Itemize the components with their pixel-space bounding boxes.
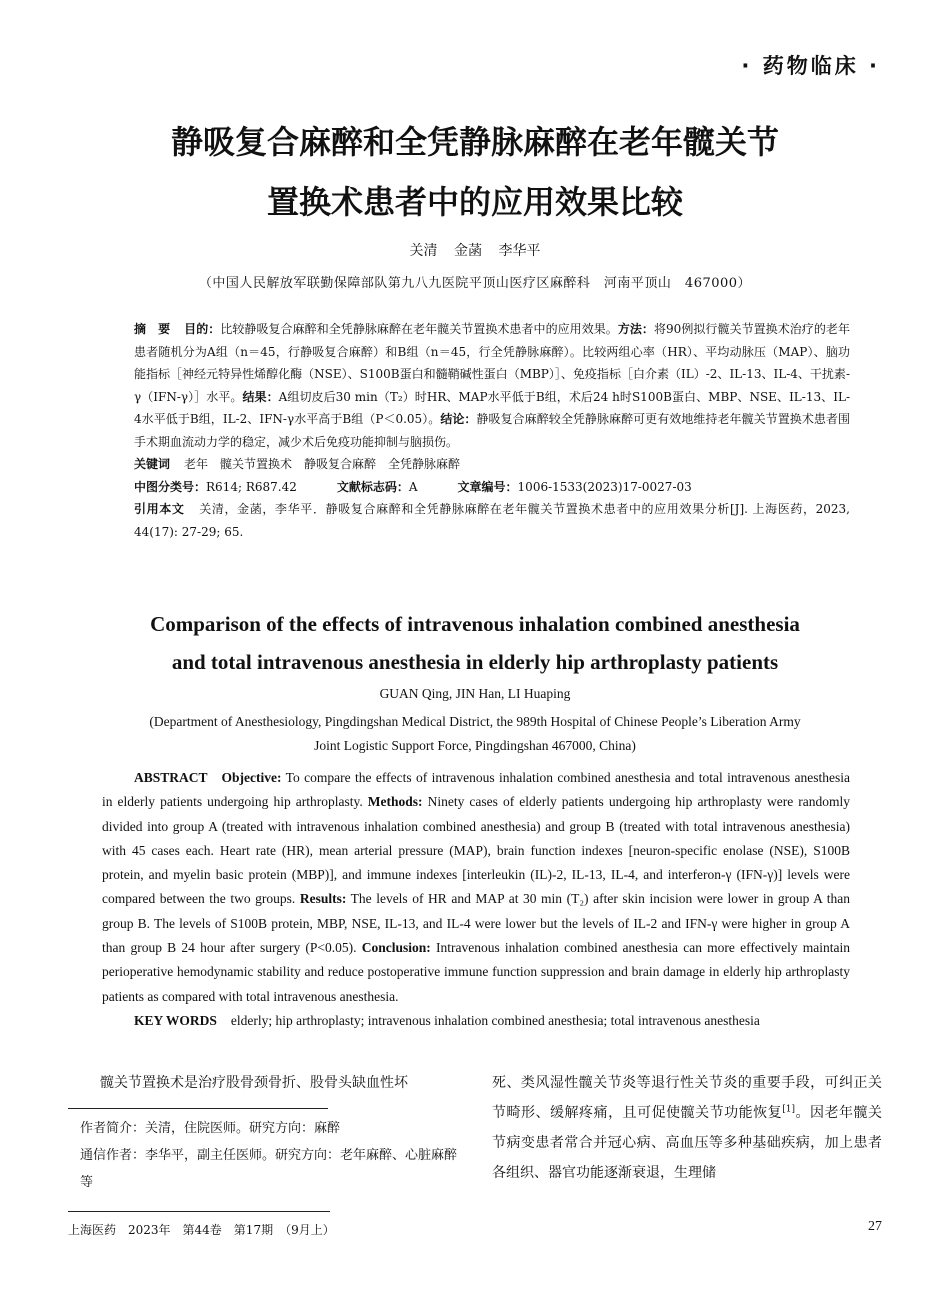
body-right-text-cont: 。因老年髋关节病变患者常合并冠心病、高血压等多种基础疾病，加上患者各组织、器官功能逐渐衰退，生理储	[492, 1105, 883, 1181]
english-objective: To compare the effects of intravenous inhalation combined anesthesia and total intravenous anesthesia in elderly patients undergoing hip arthroplasty.	[102, 770, 850, 810]
english-affiliation-line-1: (Department of Anesthesiology, Pingdingshan Medical District, the 989th Hospital of Chinese People’s Liberation Army	[149, 714, 801, 729]
section-tag: · 药物临床 ·	[741, 54, 880, 78]
chinese-title	[0, 112, 950, 232]
correspondence-note: 通信作者：李华平，副主任医师。研究方向：老年麻醉、心脏麻醉等	[80, 1148, 458, 1190]
body-column-left	[68, 1068, 462, 1196]
page-number: 27	[868, 1219, 882, 1234]
english-methods: Ninety cases of elderly patients undergoing hip arthroplasty were randomly divided into group A (treated with intravenous inhalation combined anesthesia) and group B (treated with total intravenous anesthesia) with 45 cases each. Heart rate (HR), mean arterial pressure (MAP), brain function indexes [neuron-specific enolase (NSE), S100B protein, and myelin basic protein (MBP)], and immune indexes [interleukin (IL)-2, IL-13, IL-4, and interferon-γ (IFN-γ)] levels were compared between the two groups.	[102, 794, 851, 907]
english-title	[0, 605, 950, 681]
citation-row	[102, 498, 850, 543]
english-keywords-row	[102, 1009, 850, 1033]
chinese-authors: 关清 金菡 李华平	[409, 243, 541, 259]
cite-text: 关清，金菡，李华平．静吸复合麻醉和全凭静脉麻醉在老年髋关节置换术患者中的应用效果分析[J]. 上海医药，2023, 44(17): 27-29; 65.	[134, 502, 850, 539]
reference-marker[interactable]: [1]	[782, 1104, 795, 1115]
chinese-conclusion: 静吸复合麻醉较全凭静脉麻醉可更有效地维持老年髋关节置换术患者围手术期血流动力学的稳定，减少术后免疫功能抑制与脑损伤。	[134, 412, 850, 449]
chinese-keywords: 老年 髋关节置换术 静吸复合麻醉 全凭静脉麻醉	[184, 457, 461, 471]
english-objective-label: Objective:	[221, 770, 282, 785]
doc-code-label: 文献标志码：	[336, 479, 409, 494]
english-methods-label: Methods:	[367, 794, 423, 810]
english-keywords: elderly; hip arthroplasty; intravenous inhalation combined anesthesia; total intravenous anesthesia	[230, 1012, 760, 1028]
doc-code-value: A	[408, 479, 418, 494]
body-left-paragraph: 髋关节置换术是治疗股骨颈骨折、股骨头缺血性坏	[100, 1075, 408, 1091]
journal-footer: 上海医药 2023年 第44卷 第17期 （9月上）	[68, 1223, 335, 1237]
chinese-abstract	[102, 318, 850, 543]
english-keywords-label: KEY WORDS	[134, 1012, 217, 1028]
english-conclusion: Intravenous inhalation combined anesthesia can more effectively maintain perioperative hemodynamic stability and reduce postoperative immune function suppression and brain damage in elderly hip arthroplasty patients as compared with total intravenous anesthesia.	[102, 940, 851, 1004]
footer-divider	[68, 1211, 330, 1212]
english-abstract-body	[102, 766, 850, 1009]
english-title-line-2: and total intravenous anesthesia in elderly hip arthroplasty patients	[171, 650, 779, 674]
body-right-text: 死、类风湿性髋关节炎等退行性关节炎的重要手段，可纠正关节畸形、缓解疼痛，且可促使髋关节功能恢复	[492, 1075, 882, 1121]
english-results: The levels of HR and MAP at 30 min (T₂) after skin incision were lower in group A than group B. The levels of S100B protein, MBP, NSE, IL-13, and IL-4 were lower but the levels of IL-2 and IFN-γ were higher in group A than group B 24 hour after surgery (P<0.05).	[102, 891, 850, 956]
chinese-abstract-body	[102, 318, 850, 453]
chinese-methods-label: 方法：	[617, 322, 654, 336]
english-abstract	[102, 766, 850, 1033]
clc-value: R614; R687.42	[206, 479, 297, 494]
chinese-title-line-2: 置换术患者中的应用效果比较	[266, 183, 683, 221]
chinese-conclusion-label: 结论：	[440, 412, 477, 426]
chinese-objective: 比较静吸复合麻醉和全凭静脉麻醉在老年髋关节置换术患者中的应用效果。	[220, 322, 618, 336]
article-no-value: 1006-1533(2023)17-0027-03	[517, 479, 692, 494]
english-abstract-label: ABSTRACT	[134, 770, 208, 785]
english-affiliation-line-2: Joint Logistic Support Force, Pingdingshan 467000, China)	[314, 738, 636, 753]
article-no-label: 文章编号：	[457, 479, 518, 494]
english-title-line-1: Comparison of the effects of intravenous inhalation combined anesthesia	[150, 612, 800, 636]
chinese-results-label: 结果：	[242, 389, 279, 404]
chinese-methods: 将90例拟行髋关节置换术治疗的老年患者随机分为A组（n＝45，行静吸复合麻醉）和B组（n＝45，行全凭静脉麻醉）。比较两组心率（HR）、平均动脉压（MAP）、脑功能指标［神经元特异性烯醇化酶（NSE）、S100B蛋白和髓鞘碱性蛋白（MBP）］、免疫指标［白介素（IL）-2、IL-13、IL-4、干扰素-γ（IFN-γ）］水平。	[134, 322, 850, 404]
english-conclusion-label: Conclusion:	[361, 940, 431, 956]
body-column-right	[492, 1068, 882, 1188]
footnote-divider	[68, 1108, 328, 1109]
chinese-objective-label: 目的：	[184, 322, 221, 336]
chinese-abstract-label: 摘 要	[134, 322, 171, 336]
chinese-affiliation: （中国人民解放军联勤保障部队第九八九医院平顶山医疗区麻醉科 河南平顶山 467000）	[198, 276, 752, 291]
clc-label: 中图分类号：	[134, 479, 207, 494]
english-authors: GUAN Qing, JIN Han, LI Huaping	[379, 686, 571, 701]
english-results-label: Results:	[299, 891, 347, 907]
classification-row	[102, 476, 850, 499]
chinese-results: A组切皮后30 min（T₂）时HR、MAP水平低于B组，术后24 h时S100B蛋白、MBP、NSE、IL-13、IL-4水平低于B组，IL-2、IFN-γ水平高于B组（P＜0.05）。	[134, 389, 850, 426]
chinese-keywords-row	[102, 453, 850, 476]
chinese-title-line-1: 静吸复合麻醉和全凭静脉麻醉在老年髋关节	[170, 123, 779, 161]
author-note: 作者简介：关清，住院医师。研究方向：麻醉	[80, 1121, 341, 1136]
english-affiliation	[0, 710, 950, 758]
cite-label: 引用本文	[134, 502, 185, 516]
chinese-keywords-label: 关键词	[134, 457, 171, 471]
